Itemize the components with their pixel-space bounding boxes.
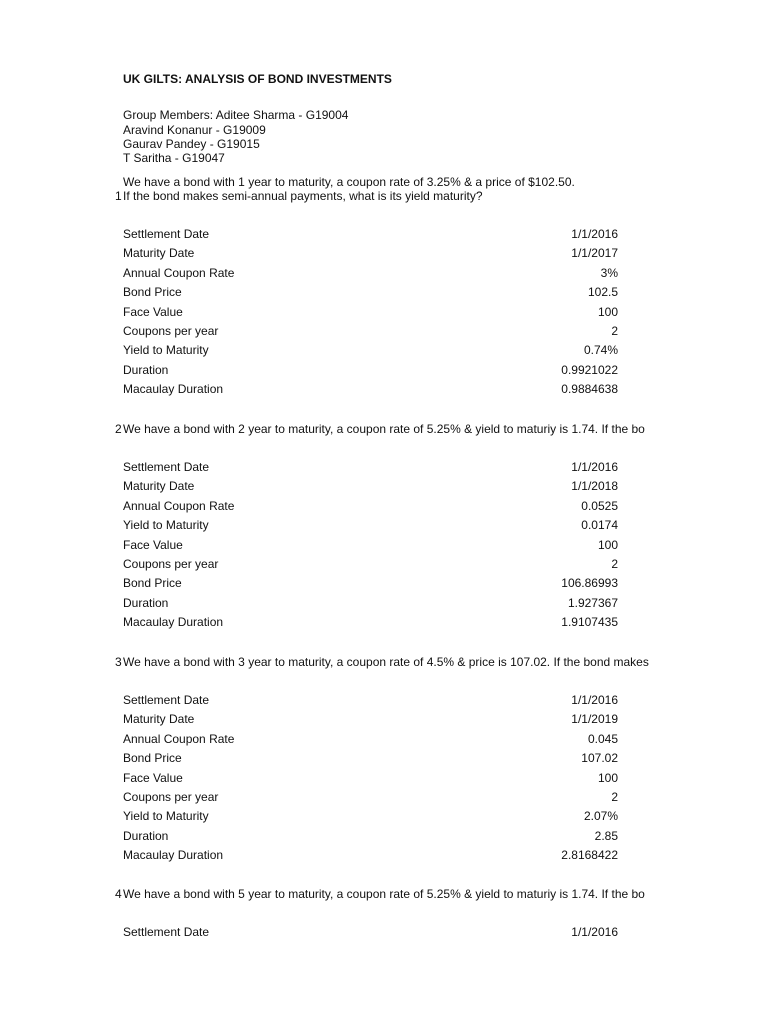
row-label: Settlement Date [123,460,210,474]
row-label: Yield to Maturity [123,343,209,358]
table-row [123,226,618,242]
row-label: Duration [123,828,169,843]
row-label: Settlement Date [123,925,210,939]
row-label: Face Value [123,537,183,552]
row-value: 2.85 [594,828,618,843]
row-label: Bond Price [123,576,182,591]
row-label: Coupons per year [123,557,219,571]
question-text: We have a bond with 5 year to maturity, a coupon rate of 5.25% & yield to maturiy is 1.74. If the bo [123,887,645,901]
row-value: 0.9884638 [561,382,618,397]
row-value: 1/1/2016 [571,227,618,241]
row-label: Annual Coupon Rate [123,498,235,513]
row-value: 100 [597,304,618,319]
table-row [123,828,618,844]
member-line: Gaurav Pandey - G19015 [123,137,260,151]
table-row [123,711,618,727]
row-value: 0.74% [583,343,618,358]
row-label: Yield to Maturity [123,809,209,824]
row-value: 102.5 [587,285,618,300]
row-label: Duration [123,595,169,610]
row-value: 1/1/2017 [571,246,618,261]
table-row [123,498,618,514]
row-label: Coupons per year [123,790,219,804]
row-label: Macaulay Duration [123,848,224,863]
table-row [123,770,618,786]
row-label: Maturity Date [123,246,195,261]
row-label: Bond Price [123,285,182,300]
row-label: Annual Coupon Rate [123,265,235,280]
table-row [123,789,618,805]
table-row [123,459,618,475]
table-row [123,808,618,824]
table-row [123,304,618,320]
row-label: Macaulay Duration [123,615,224,630]
row-value: 2 [611,557,618,571]
question-number: 2 [115,422,122,436]
member-line: Aravind Konanur - G19009 [123,123,266,137]
row-label: Maturity Date [123,479,195,494]
table-row [123,478,618,494]
row-label: Bond Price [123,751,182,766]
table-row [123,265,618,281]
table-row [123,245,618,261]
row-value: 2.8168422 [561,848,618,863]
row-value: 2 [611,790,618,804]
row-label: Settlement Date [123,693,210,707]
table-row [123,517,618,533]
table-row [123,342,618,358]
table-row [123,537,618,553]
row-value: 2.07% [583,809,618,824]
question-text: If the bond makes semi-annual payments, what is its yield maturity? [123,189,483,203]
row-label: Face Value [123,770,183,785]
member-line: T Saritha - G19047 [123,151,225,165]
member-line: Group Members: Aditee Sharma - G19004 [123,108,349,122]
document-title: UK GILTS: ANALYSIS OF BOND INVESTMENTS [123,72,392,86]
row-label: Duration [123,362,169,377]
question-number: 1 [115,189,122,203]
question-number: 4 [115,887,122,901]
table-row [123,362,618,378]
row-value: 1/1/2019 [571,712,618,727]
table-row [123,692,618,708]
table-row [123,731,618,747]
row-label: Face Value [123,304,183,319]
row-value: 107.02 [581,751,618,766]
row-label: Coupons per year [123,324,219,338]
row-value: 1/1/2016 [571,693,618,707]
table-row [123,614,618,630]
intro-text: We have a bond with 1 year to maturity, a coupon rate of 3.25% & a price of $102.50. [123,175,575,189]
row-value: 0.0525 [581,498,618,513]
row-value: 0.045 [587,731,618,746]
table-row [123,595,618,611]
table-row [123,381,618,397]
row-value: 2 [611,324,618,338]
row-value: 106.86993 [561,576,618,591]
row-value: 1/1/2016 [571,925,618,939]
row-value: 0.9921022 [561,362,618,377]
question-text: We have a bond with 2 year to maturity, a coupon rate of 5.25% & yield to maturiy is 1.74. If the bo [123,422,645,436]
row-value: 1/1/2016 [571,460,618,474]
table-row [123,323,618,339]
row-label: Maturity Date [123,712,195,727]
question-text: We have a bond with 3 year to maturity, a coupon rate of 4.5% & price is 107.02. If the bond makes [123,655,649,669]
question-number: 3 [115,655,122,669]
table-row [123,750,618,766]
row-label: Annual Coupon Rate [123,731,235,746]
row-value: 1.9107435 [561,615,618,630]
table-row [123,575,618,591]
row-value: 3% [600,265,618,280]
row-value: 1/1/2018 [571,479,618,494]
table-row [123,556,618,572]
row-value: 100 [597,770,618,785]
row-value: 0.0174 [581,518,618,533]
row-label: Macaulay Duration [123,382,224,397]
row-value: 1.927367 [567,595,618,610]
row-label: Settlement Date [123,227,210,241]
table-row [123,284,618,300]
table-row [123,924,618,940]
row-label: Yield to Maturity [123,518,209,533]
table-row [123,847,618,863]
row-value: 100 [597,537,618,552]
